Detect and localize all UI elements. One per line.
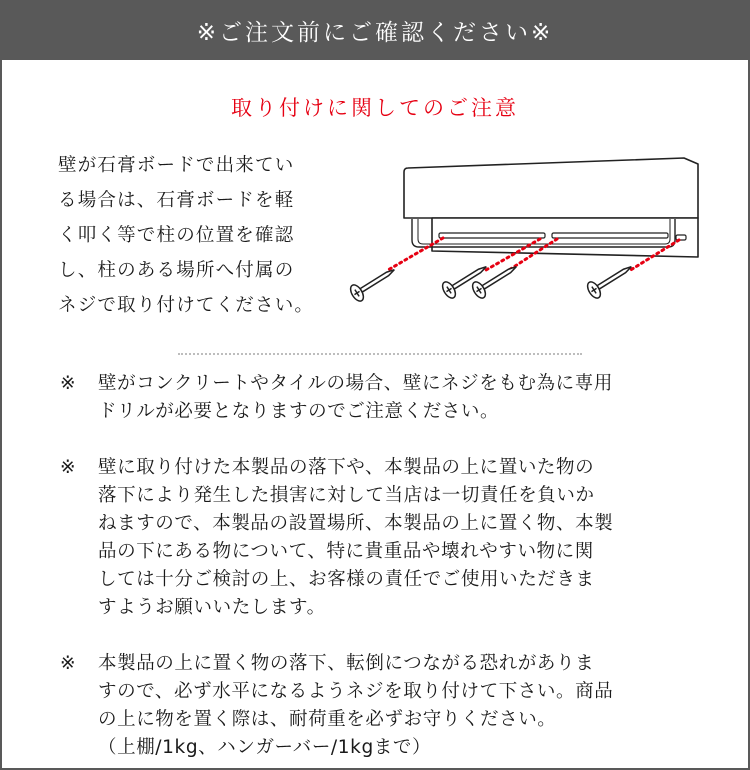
header-bar: [0, 0, 750, 60]
note-line: 壁に取り付けた本製品の落下や、本製品の上に置いた物の: [98, 457, 595, 478]
note-line: 品の下にある物について、特に貴重品や壊れやすい物に関: [98, 541, 594, 562]
intro-line: る場合は、石膏ボードを軽: [58, 190, 295, 211]
note-body: [98, 650, 613, 762]
notes-list: [60, 370, 710, 770]
intro-line: く叩く等で柱の位置を確認: [58, 225, 295, 246]
note-mark-icon: ※: [60, 373, 77, 394]
note-item: [60, 370, 710, 426]
note-line: すようお願いいたします。: [98, 597, 326, 618]
note-item: [60, 650, 710, 762]
note-item: [60, 454, 710, 622]
shelf-mounting-illustration: [340, 150, 710, 320]
note-mark-icon: ※: [60, 653, 77, 674]
intro-line: 壁が石膏ボードで出来てい: [58, 155, 295, 176]
note-line: ドリルが必要となりますのでご注意ください。: [98, 401, 500, 422]
note-line: 本製品の上に置く物の落下、転倒につながる恐れがありま: [98, 653, 595, 674]
intro-text: [58, 148, 348, 323]
note-line: すので、必ず水平になるようネジを取り付けて下さい。商品: [98, 681, 614, 702]
note-line: しては十分ご検討の上、お客様の責任でご使用いただきま: [98, 569, 595, 590]
note-line: ねますので、本製品の設置場所、本製品の上に置く物、本製: [98, 513, 614, 534]
note-line: の上に物を置く際は、耐荷重を必ずお守りください。: [98, 709, 557, 730]
note-line: （上棚/1kg、ハンガーバー/1kgまで）: [98, 737, 432, 758]
intro-line: ネジで取り付けてください。: [58, 295, 315, 316]
dotted-divider: [178, 353, 582, 355]
intro-line: し、柱のある場所へ付属の: [58, 260, 295, 281]
note-body: [98, 454, 613, 622]
note-line: 落下により発生した損害に対して当店は一切責任を負いか: [98, 485, 595, 506]
note-body: [98, 370, 613, 426]
note-line: 壁がコンクリートやタイルの場合、壁にネジをもむ為に専用: [98, 373, 613, 394]
note-mark-icon: ※: [60, 457, 77, 478]
section-title: 取り付けに関してのご注意: [231, 96, 519, 120]
header-title: ※ご注文前にご確認ください※: [196, 19, 554, 46]
